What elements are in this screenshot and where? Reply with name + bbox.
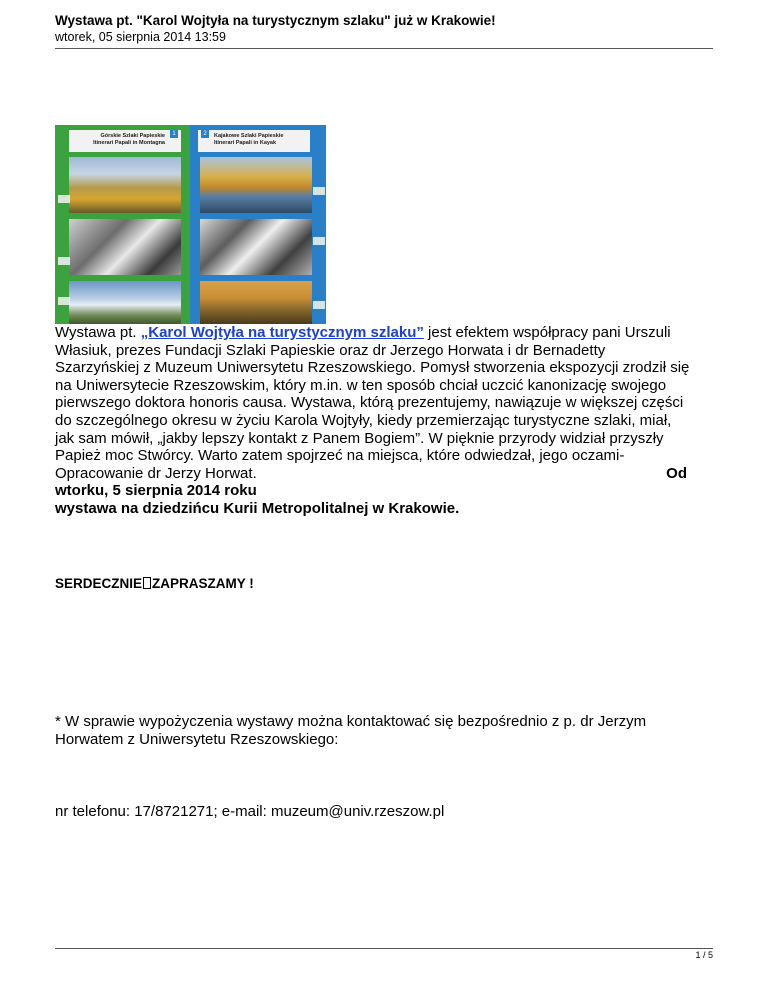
exhibition-poster-image [55, 125, 326, 324]
poster-photo-mountain-valley [69, 281, 181, 324]
document-date: wtorek, 05 sierpnia 2014 13:59 [55, 30, 226, 44]
header-divider [55, 48, 713, 49]
poster-caption-tag [313, 237, 325, 245]
poster-photo-kayakers [200, 219, 312, 275]
poster-photo-lake-autumn [200, 157, 312, 213]
poster-caption-tag [58, 195, 70, 203]
document-title: Wystawa pt. "Karol Wojtyła na turystycznym szlaku" już w Krakowie! [55, 13, 496, 28]
article-line: pierwszego doktora honoris causa. Wystawa, którą prezentujemy, nawiązuje w większej części [55, 394, 684, 412]
invitation-text: SERDECZNIE ZAPRASZAMY ! [55, 576, 254, 591]
footer-divider [55, 948, 713, 949]
article-line: Papież moc Stwórcy. Warto zatem spojrzeć na miejsca, które odwiedzał, jego oczami- [55, 447, 625, 465]
exhibition-location: wystawa na dziedzińcu Kurii Metropolitalnej w Krakowie. [55, 499, 460, 517]
poster-photo-mountain-autumn [69, 157, 181, 213]
article-line: Własiuk, prezes Fundacji Szlaki Papieskie oraz dr Jerzego Horwata i dr Bernadetty [55, 341, 606, 359]
article-line: Szarzyńskiej z Muzeum Uniwersytetu Rzeszowskiego. Pomysł stworzenia ekspozycji zrodził się [55, 359, 690, 377]
poster-photo-river-sunset [200, 281, 312, 324]
poster-left-number: 1 [170, 130, 178, 138]
rental-note: * W sprawie wypożyczenia wystawy można kontaktować się bezpośrednio z p. dr Jerzym Horwatem z Uniwersytetu Rzeszowskiego: [55, 713, 647, 748]
poster-caption-tag [313, 187, 325, 195]
poster-right-banner: Kajakowe Szlaki Papieskie Itinerari Papali in Kayak [198, 130, 310, 152]
article-line: jak sam mówił, „jakby lepszy kontakt z Panem Bogiem”. W pięknie przyrody widział przyszły [55, 429, 664, 447]
poster-right-number: 2 [201, 130, 209, 138]
document-header [55, 12, 713, 45]
poster-caption-tag [58, 297, 70, 305]
poster-caption-tag [58, 257, 70, 265]
poster-left-banner: Górskie Szlaki Papieskie Itinerari Papali in Montagna [69, 130, 181, 152]
article-body [55, 324, 715, 518]
poster-photo-mountain-hikers [69, 219, 181, 275]
missing-glyph-icon [143, 577, 151, 589]
article-line: Wystawa pt. „Karol Wojtyła na turystycznym szlaku” jest efektem współpracy pani Urszuli [55, 324, 671, 341]
exhibition-title-link[interactable]: „Karol Wojtyła na turystycznym szlaku” [140, 324, 424, 341]
article-line: do szczególnego okresu w życiu Karola Wojtyły, kiedy przemierzając turystyczne szlaki, miał, [55, 411, 672, 429]
article-line: na Uniwersytecie Rzeszowskim, który m.in. w ten sposób chciał uczcić kanonizację swojego [55, 376, 667, 394]
date-intro-word: Od [666, 464, 687, 482]
article-line: Opracowanie dr Jerzy Horwat. Od [55, 464, 687, 482]
poster-caption-tag [313, 301, 325, 309]
page-number: 1 / 5 [695, 950, 713, 960]
contact-info: nr telefonu: 17/8721271; e-mail: muzeum@univ.rzeszow.pl [55, 803, 445, 820]
exhibition-date: wtorku, 5 sierpnia 2014 roku [55, 482, 257, 500]
